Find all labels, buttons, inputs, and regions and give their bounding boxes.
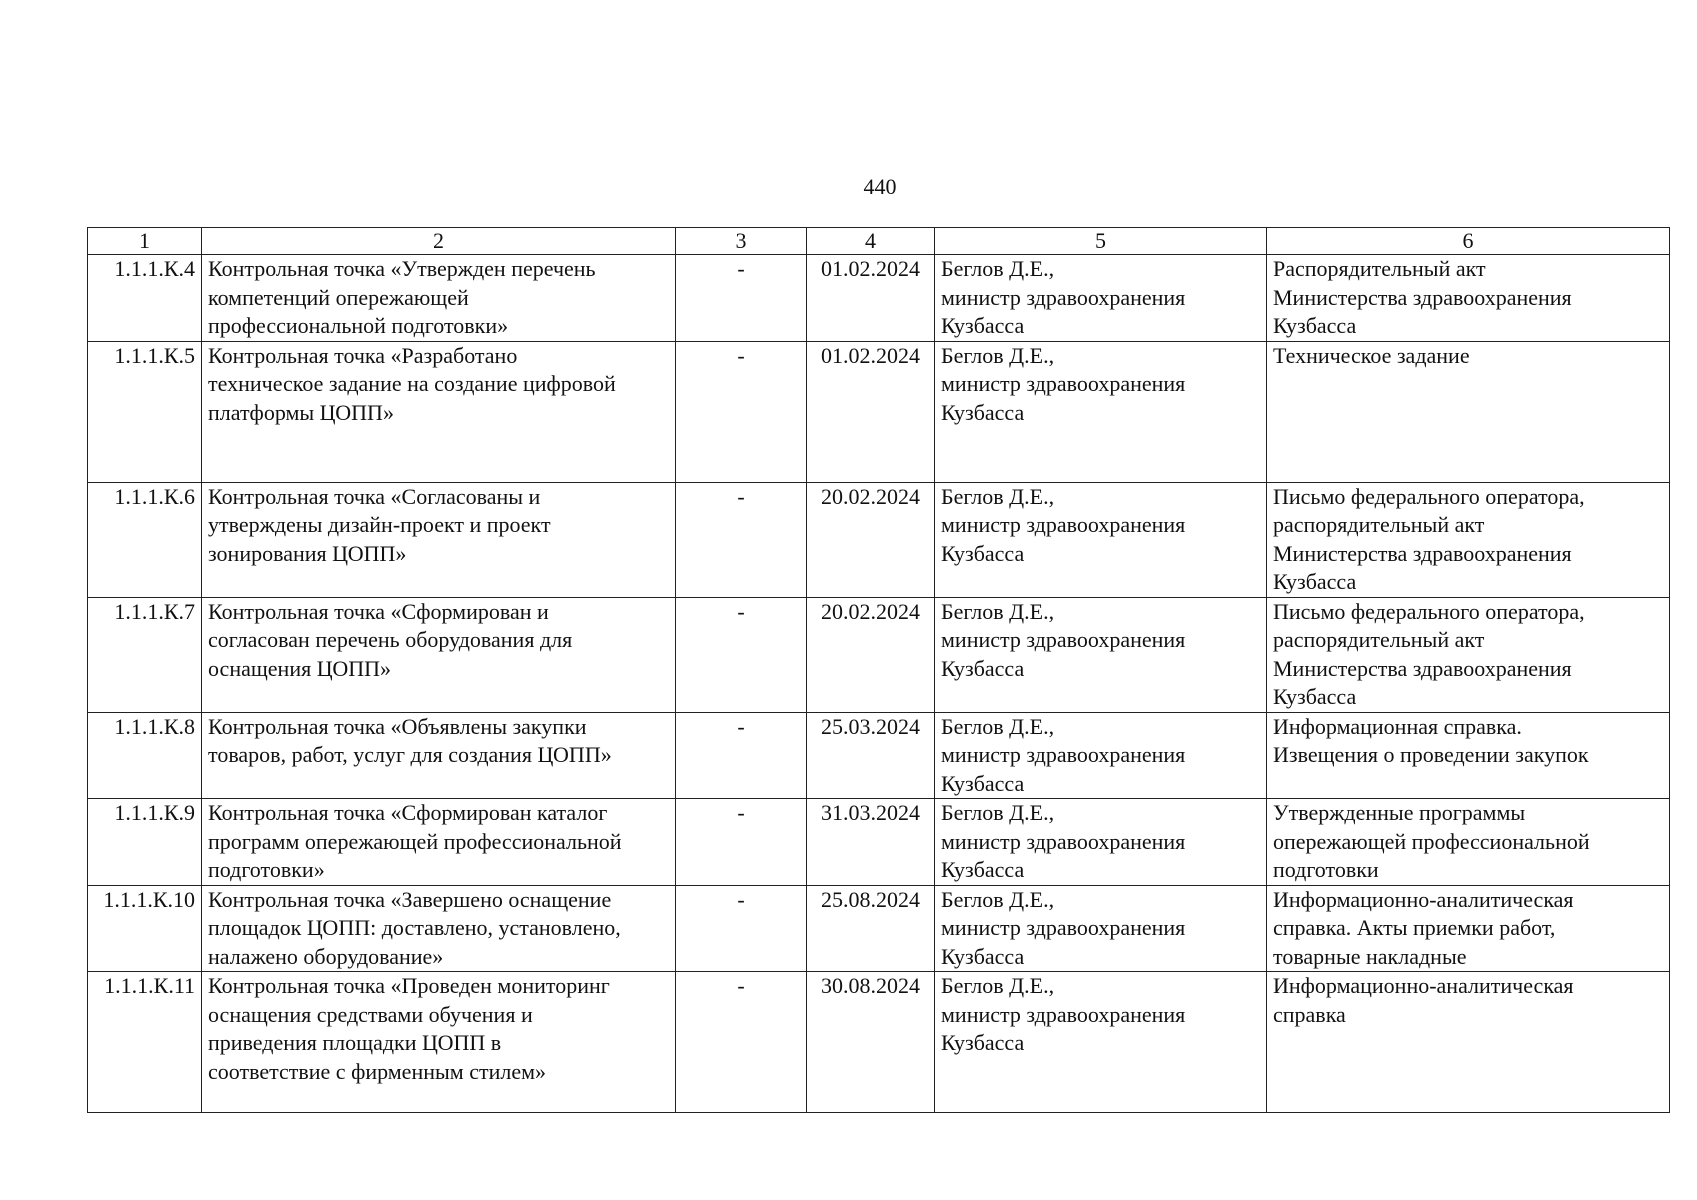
table-row <box>88 972 1670 1113</box>
description-line: техническое задание на создание цифровой <box>208 371 616 396</box>
date-cell: 31.03.2024 <box>807 799 935 886</box>
document-line: опережающей профессиональной <box>1273 828 1590 854</box>
responsible-line: Кузбасса <box>941 857 1025 882</box>
responsible-line: Кузбасса <box>941 655 1025 681</box>
table-header-row <box>88 228 1670 255</box>
responsible-line: министр здравоохранения <box>941 828 1186 854</box>
row-id-cell: 1.1.1.К.9 <box>88 799 202 886</box>
description-line: Контрольная точка «Завершено оснащение <box>208 886 612 912</box>
responsible-cell <box>935 597 1267 712</box>
description-line: приведения площадки ЦОПП в <box>208 1030 502 1055</box>
description-cell <box>202 972 676 1113</box>
column-header: 3 <box>676 228 807 255</box>
description-line: оснащения ЦОПП» <box>208 655 391 681</box>
document-line: Утвержденные программы <box>1273 800 1526 825</box>
responsible-cell <box>935 885 1267 972</box>
row-id-cell: 1.1.1.К.8 <box>88 712 202 799</box>
date-cell: 30.08.2024 <box>807 972 935 1113</box>
table-row <box>88 482 1670 597</box>
responsible-line: Беглов Д.Е., <box>941 342 1055 368</box>
description-line: профессиональной подготовки» <box>208 313 509 338</box>
responsible-line: Беглов Д.Е., <box>941 598 1055 624</box>
responsible-cell <box>935 255 1267 342</box>
description-cell <box>202 597 676 712</box>
document-line: Информационно-аналитическая <box>1273 886 1574 912</box>
document-line: Кузбасса <box>1273 313 1357 338</box>
responsible-line: Беглов Д.Е., <box>941 973 1055 998</box>
row-id-cell: 1.1.1.К.11 <box>88 972 202 1113</box>
description-line: товаров, работ, услуг для создания ЦОПП» <box>208 742 612 767</box>
responsible-line: Кузбасса <box>941 540 1025 566</box>
document-line: справка <box>1273 1001 1346 1027</box>
table-row <box>88 799 1670 886</box>
column-header: 1 <box>88 228 202 255</box>
responsible-cell <box>935 972 1267 1113</box>
responsible-line: Беглов Д.Е., <box>941 886 1055 912</box>
description-line: Контрольная точка «Утвержден перечень <box>208 256 596 281</box>
table-row <box>88 712 1670 799</box>
date-cell: 01.02.2024 <box>807 341 935 482</box>
row-id-cell: 1.1.1.К.4 <box>88 255 202 342</box>
page-number: 440 <box>863 174 897 199</box>
description-line: Контрольная точка «Объявлены закупки <box>208 713 587 739</box>
document-cell <box>1267 255 1670 342</box>
responsible-line: Беглов Д.Е., <box>941 713 1055 739</box>
document-line: справка. Акты приемки работ, <box>1273 915 1556 940</box>
description-line: оснащения средствами обучения и <box>208 1001 533 1027</box>
column-header: 6 <box>1267 228 1670 255</box>
description-cell <box>202 712 676 799</box>
responsible-line: Кузбасса <box>941 1030 1025 1055</box>
document-line: Распорядительный акт <box>1273 256 1486 281</box>
row-id-cell: 1.1.1.К.5 <box>88 341 202 482</box>
column-header: 2 <box>202 228 676 255</box>
description-cell <box>202 255 676 342</box>
description-line: площадок ЦОПП: доставлено, установлено, <box>208 915 621 940</box>
description-line: платформы ЦОПП» <box>208 399 394 425</box>
row-id-cell: 1.1.1.К.6 <box>88 482 202 597</box>
responsible-cell <box>935 799 1267 886</box>
date-cell: 25.08.2024 <box>807 885 935 972</box>
description-line: подготовки» <box>208 857 325 882</box>
row-id-cell: 1.1.1.К.7 <box>88 597 202 712</box>
table-row <box>88 341 1670 482</box>
column-3-cell: - <box>676 712 807 799</box>
date-cell: 25.03.2024 <box>807 712 935 799</box>
document-line: Министерства здравоохранения <box>1273 540 1572 566</box>
description-line: компетенций опережающей <box>208 284 469 310</box>
document-line: распорядительный акт <box>1273 627 1485 652</box>
description-line: соответствие с фирменным стилем» <box>208 1058 547 1084</box>
table-row <box>88 885 1670 972</box>
responsible-line: министр здравоохранения <box>941 742 1186 767</box>
document-line: товарные накладные <box>1273 943 1467 969</box>
responsible-line: Беглов Д.Е., <box>941 483 1055 509</box>
responsible-line: Кузбасса <box>941 399 1025 425</box>
responsible-line: Беглов Д.Е., <box>941 256 1055 281</box>
responsible-cell <box>935 712 1267 799</box>
document-cell <box>1267 799 1670 886</box>
document-line: Техническое задание <box>1273 342 1470 368</box>
document-line: распорядительный акт <box>1273 512 1485 537</box>
column-3-cell: - <box>676 341 807 482</box>
column-3-cell: - <box>676 482 807 597</box>
description-line: утверждены дизайн-проект и проект <box>208 512 551 537</box>
document-line: Кузбасса <box>1273 569 1357 594</box>
document-line: подготовки <box>1273 857 1379 882</box>
document-line: Информационно-аналитическая <box>1273 973 1574 998</box>
date-cell: 20.02.2024 <box>807 597 935 712</box>
responsible-line: министр здравоохранения <box>941 512 1186 537</box>
responsible-line: министр здравоохранения <box>941 1001 1186 1027</box>
table-row <box>88 255 1670 342</box>
column-header: 4 <box>807 228 935 255</box>
description-line: Контрольная точка «Согласованы и <box>208 483 541 509</box>
document-line: Письмо федерального оператора, <box>1273 598 1585 624</box>
description-line: Контрольная точка «Проведен мониторинг <box>208 973 610 998</box>
description-cell <box>202 341 676 482</box>
responsible-line: министр здравоохранения <box>941 284 1186 310</box>
description-cell <box>202 885 676 972</box>
column-3-cell: - <box>676 255 807 342</box>
row-id-cell: 1.1.1.К.10 <box>88 885 202 972</box>
responsible-line: министр здравоохранения <box>941 627 1186 652</box>
responsible-line: министр здравоохранения <box>941 371 1186 396</box>
responsible-line: Кузбасса <box>941 770 1025 796</box>
column-3-cell: - <box>676 972 807 1113</box>
description-line: согласован перечень оборудования для <box>208 627 573 652</box>
responsible-line: Беглов Д.Е., <box>941 800 1055 825</box>
document-line: Письмо федерального оператора, <box>1273 483 1585 509</box>
document-cell <box>1267 341 1670 482</box>
column-header: 5 <box>935 228 1267 255</box>
description-line: программ опережающей профессиональной <box>208 828 622 854</box>
responsible-line: Кузбасса <box>941 313 1025 338</box>
document-cell <box>1267 712 1670 799</box>
document-cell <box>1267 885 1670 972</box>
document-cell <box>1267 597 1670 712</box>
responsible-line: министр здравоохранения <box>941 915 1186 940</box>
date-cell: 01.02.2024 <box>807 255 935 342</box>
table-row <box>88 597 1670 712</box>
document-line: Министерства здравоохранения <box>1273 655 1572 681</box>
responsible-line: Кузбасса <box>941 943 1025 969</box>
description-cell <box>202 482 676 597</box>
document-line: Кузбасса <box>1273 684 1357 709</box>
description-cell <box>202 799 676 886</box>
description-line: Контрольная точка «Сформирован и <box>208 598 549 624</box>
description-line: зонирования ЦОПП» <box>208 540 407 566</box>
column-3-cell: - <box>676 597 807 712</box>
column-3-cell: - <box>676 799 807 886</box>
document-line: Министерства здравоохранения <box>1273 284 1572 310</box>
description-line: Контрольная точка «Разработано <box>208 342 518 368</box>
document-cell <box>1267 972 1670 1113</box>
control-points-table <box>87 227 1670 1113</box>
column-3-cell: - <box>676 885 807 972</box>
description-line: налажено оборудование» <box>208 943 444 969</box>
document-cell <box>1267 482 1670 597</box>
responsible-cell <box>935 482 1267 597</box>
document-line: Информационная справка. <box>1273 713 1522 739</box>
date-cell: 20.02.2024 <box>807 482 935 597</box>
responsible-cell <box>935 341 1267 482</box>
description-line: Контрольная точка «Сформирован каталог <box>208 800 608 825</box>
document-line: Извещения о проведении закупок <box>1273 742 1589 767</box>
